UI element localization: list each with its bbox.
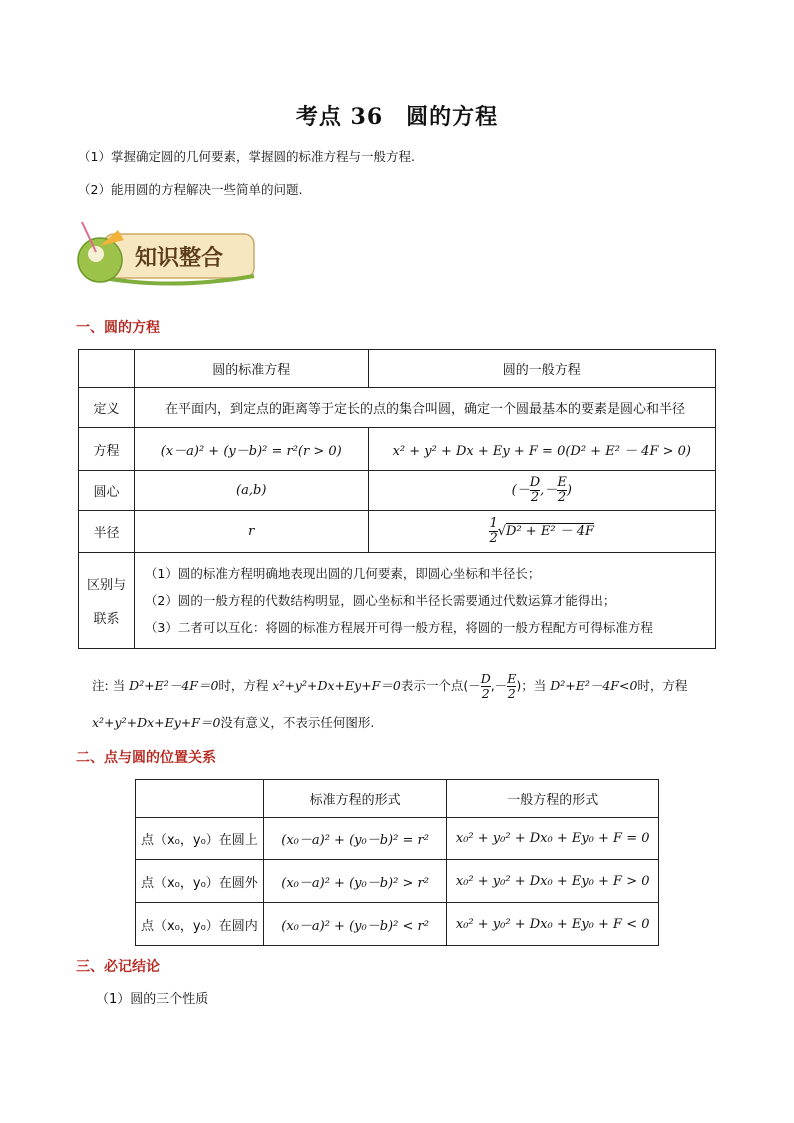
table-row-center — [79, 471, 716, 511]
objective-1: （1）掌握确定圆的几何要素，掌握圆的标准方程与一般方程. — [78, 149, 415, 164]
fraction-d — [530, 476, 540, 505]
section-3-heading: 三、必记结论 — [76, 959, 160, 975]
sqrt-radicand: D² + E² － 4F — [506, 524, 595, 539]
row-label: 圆心 — [79, 471, 135, 511]
table-row-radius — [79, 511, 716, 553]
coconut-opening — [88, 246, 104, 262]
note-condition-equal: D²+E²－4F＝0 — [129, 678, 219, 693]
header-cell-general: 圆的一般方程 — [368, 350, 715, 388]
section-1-heading: 一、圆的方程 — [76, 320, 160, 336]
circle-equation-table — [78, 349, 716, 649]
row-label: 定义 — [79, 388, 135, 428]
fraction-e — [507, 672, 516, 701]
row-label: 半径 — [79, 511, 135, 553]
numerator: E — [557, 475, 567, 490]
comma: ,－ — [490, 678, 508, 693]
numerator: D — [529, 475, 541, 490]
fraction-d — [481, 672, 491, 701]
header-cell-empty — [136, 780, 264, 818]
denominator: 2 — [489, 531, 498, 546]
difference-item-3: （3）二者可以互化：将圆的标准方程展开可得一般方程，将圆的一般方程配方可得标准方程 — [144, 620, 653, 635]
table-header-row — [79, 350, 716, 388]
general-form: x₀² + y₀² + Dx₀ + Ey₀ + F > 0 — [447, 860, 659, 903]
general-center — [368, 471, 715, 511]
label-line-2: 联系 — [93, 612, 120, 627]
general-radius — [368, 511, 715, 553]
standard-form: (x₀－a)² + (y₀－b)² > r² — [263, 860, 447, 903]
general-form: x₀² + y₀² + Dx₀ + Ey₀ + F = 0 — [447, 818, 659, 860]
standard-form: (x₀－a)² + (y₀－b)² < r² — [263, 903, 447, 946]
table-row-difference — [79, 553, 716, 649]
knowledge-banner — [74, 216, 258, 286]
denominator: 2 — [507, 686, 516, 701]
note-equation: x²+y²+Dx+Ey+F＝0 — [92, 715, 221, 730]
standard-radius: r — [134, 511, 368, 553]
header-cell-standard: 标准方程的形式 — [263, 780, 447, 818]
fraction-e — [557, 476, 567, 505]
general-form: x₀² + y₀² + Dx₀ + Ey₀ + F < 0 — [447, 903, 659, 946]
banner-text: 知识整合 — [134, 246, 224, 271]
note-line-2 — [92, 713, 374, 731]
note-condition-less: D²+E²－4F<0 — [550, 678, 638, 693]
table-row-definition — [79, 388, 716, 428]
section-3-item-1: （1）圆的三个性质 — [96, 992, 209, 1007]
denominator: 2 — [557, 490, 567, 505]
header-cell-empty — [79, 350, 135, 388]
sqrt-sign: √ — [497, 524, 507, 539]
note-text: 表示一个点(－ — [400, 678, 481, 693]
denominator: 2 — [481, 686, 490, 701]
difference-text — [134, 553, 715, 649]
note-line-1 — [92, 672, 687, 701]
fraction-half — [489, 517, 497, 546]
page-title: 考点 36 圆的方程 — [295, 104, 499, 130]
table-header-row — [136, 780, 659, 818]
standard-center: (a,b) — [134, 471, 368, 511]
row-label — [79, 553, 135, 649]
header-cell-general: 一般方程的形式 — [447, 780, 659, 818]
row-label: 点（x₀，y₀）在圆内 — [136, 903, 264, 946]
label-line-1: 区别与 — [86, 578, 126, 593]
header-cell-standard: 圆的标准方程 — [134, 350, 368, 388]
row-label: 方程 — [79, 428, 135, 471]
note-text: )；当 — [516, 678, 551, 693]
numerator: D — [480, 671, 491, 686]
difference-item-2: （2）圆的一般方程的代数结构明显，圆心坐标和半径长需要通过代数运算才能得出； — [144, 593, 616, 608]
note-text: 时，方程 — [637, 678, 688, 693]
table-row — [136, 903, 659, 946]
paren-close: ) — [566, 483, 572, 498]
note-equation: x²+y²+Dx+Ey+F＝0 — [272, 678, 401, 693]
note-text: 时，方程 — [218, 678, 273, 693]
row-label: 点（x₀，y₀）在圆外 — [136, 860, 264, 903]
table-row — [136, 860, 659, 903]
table-row-equation — [79, 428, 716, 471]
denominator: 2 — [530, 490, 540, 505]
row-label: 点（x₀，y₀）在圆上 — [136, 818, 264, 860]
comma: ,－ — [540, 483, 558, 498]
numerator: 1 — [489, 516, 498, 531]
general-equation: x² + y² + Dx + Ey + F = 0(D² + E² － 4F > 0) — [368, 428, 715, 471]
standard-equation: (x－a)² + (y－b)² = r²(r > 0) — [134, 428, 368, 471]
numerator: E — [507, 671, 517, 686]
difference-item-1: （1）圆的标准方程明确地表现出圆的几何要素，即圆心坐标和半径长； — [144, 566, 541, 581]
note-text: 注: 当 — [92, 678, 130, 693]
table-row — [136, 818, 659, 860]
standard-form: (x₀－a)² + (y₀－b)² = r² — [263, 818, 447, 860]
objective-2: （2）能用圆的方程解决一些简单的问题. — [78, 182, 303, 197]
note-text: 没有意义，不表示任何图形. — [220, 715, 375, 730]
paren-open: (－ — [511, 483, 530, 498]
point-position-table — [135, 779, 659, 946]
section-2-heading: 二、点与圆的位置关系 — [76, 750, 216, 766]
definition-text: 在平面内，到定点的距离等于定长的点的集合叫圆，确定一个圆最基本的要素是圆心和半径 — [134, 388, 715, 428]
